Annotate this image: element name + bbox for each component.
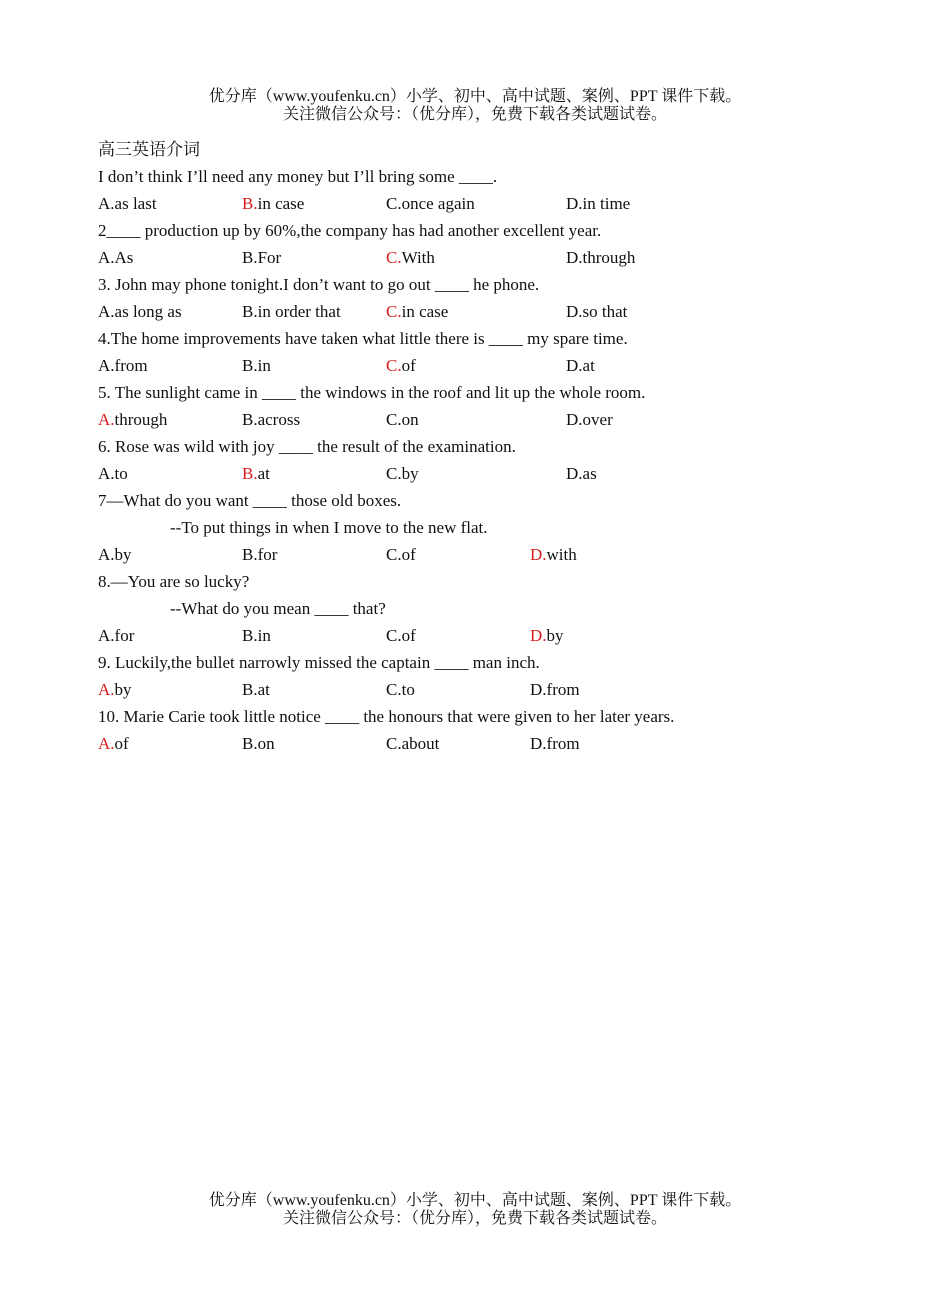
option-b: B.for	[242, 545, 278, 564]
option-d: D.at	[566, 356, 595, 375]
question-3-options	[98, 298, 858, 325]
option-d: D.so that	[566, 302, 628, 321]
option-d: D.in time	[566, 194, 631, 213]
option-c: C.of	[386, 626, 416, 645]
option-a: A.of	[98, 734, 129, 753]
option-b: B.across	[242, 410, 301, 429]
question-9-stem: 9. Luckily,the bullet narrowly missed the captain ____ man inch.	[98, 653, 540, 672]
question-10-stem: 10. Marie Carie took little notice ____ the honours that were given to her later years.	[98, 707, 675, 726]
question-8-options	[98, 622, 858, 649]
answer-marker: D.	[530, 626, 547, 645]
page-title: 高三英语介词	[98, 140, 200, 159]
question-4-options	[98, 352, 858, 379]
page-header	[0, 88, 950, 124]
option-a: A.as last	[98, 194, 157, 213]
option-d: D.by	[530, 626, 564, 645]
option-d: D.as	[566, 464, 597, 483]
option-a: A.by	[98, 545, 132, 564]
footer-line-2: 关注微信公众号：（优分库），免费下载各类试题试卷。	[282, 1210, 667, 1227]
question-10-options	[98, 730, 858, 757]
question-9-options	[98, 676, 858, 703]
question-7-reply: --To put things in when I move to the new flat.	[170, 518, 488, 537]
question-5-stem: 5. The sunlight came in ____ the windows in the roof and lit up the whole room.	[98, 383, 646, 402]
option-c: C.on	[386, 410, 419, 429]
question-6-stem: 6. Rose was wild with joy ____ the result of the examination.	[98, 437, 516, 456]
option-a: A.by	[98, 680, 132, 699]
option-a: A.to	[98, 464, 128, 483]
option-c: C.With	[386, 248, 435, 267]
option-a: A.As	[98, 248, 134, 267]
question-7-stem: 7—What do you want ____ those old boxes.	[98, 491, 402, 510]
option-b: B.in order that	[242, 302, 341, 321]
answer-marker: B.	[242, 194, 258, 213]
footer-line-1: 优分库（www.youfenku.cn）小学、初中、高中试题、案例、PPT 课件下载。	[208, 1192, 742, 1209]
option-b: B.on	[242, 734, 275, 753]
answer-marker: B.	[242, 464, 258, 483]
option-d: D.from	[530, 680, 580, 699]
option-d: D.through	[566, 248, 636, 267]
question-1-stem: I don’t think I’ll need any money but I’ll bring some ____.	[98, 167, 498, 186]
option-b: B.For	[242, 248, 282, 267]
answer-marker: C.	[386, 248, 402, 267]
header-line-2: 关注微信公众号：（优分库），免费下载各类试题试卷。	[282, 106, 667, 123]
page-footer	[0, 1192, 950, 1228]
exercise-body	[98, 136, 858, 757]
answer-marker: D.	[530, 545, 547, 564]
option-a: A.as long as	[98, 302, 182, 321]
option-a: A.through	[98, 410, 168, 429]
option-d: D.from	[530, 734, 580, 753]
question-4-stem: 4.The home improvements have taken what little there is ____ my spare time.	[98, 329, 628, 348]
answer-marker: C.	[386, 302, 402, 321]
answer-marker: C.	[386, 356, 402, 375]
option-c: C.once again	[386, 194, 475, 213]
question-1-options	[98, 190, 858, 217]
header-line-1: 优分库（www.youfenku.cn）小学、初中、高中试题、案例、PPT 课件下载。	[208, 88, 742, 105]
option-b: B.at	[242, 680, 270, 699]
question-8-reply: --What do you mean ____ that?	[170, 599, 386, 618]
question-7-options	[98, 541, 858, 568]
option-d: D.with	[530, 545, 577, 564]
option-c: C.in case	[386, 302, 449, 321]
answer-marker: A.	[98, 680, 115, 699]
option-a: A.for	[98, 626, 135, 645]
option-c: C.of	[386, 356, 416, 375]
option-a: A.from	[98, 356, 148, 375]
answer-marker: A.	[98, 734, 115, 753]
option-b: B.at	[242, 464, 270, 483]
answer-marker: A.	[98, 410, 115, 429]
question-8-stem: 8.—You are so lucky?	[98, 572, 250, 591]
option-b: B.in case	[242, 194, 305, 213]
option-c: C.by	[386, 464, 419, 483]
option-d: D.over	[566, 410, 613, 429]
option-c: C.to	[386, 680, 415, 699]
option-c: C.of	[386, 545, 416, 564]
question-6-options	[98, 460, 858, 487]
option-b: B.in	[242, 626, 271, 645]
question-2-options	[98, 244, 858, 271]
option-b: B.in	[242, 356, 271, 375]
question-5-options	[98, 406, 858, 433]
option-c: C.about	[386, 734, 440, 753]
question-2-stem: 2____ production up by 60%,the company has had another excellent year.	[98, 221, 602, 240]
question-3-stem: 3. John may phone tonight.I don’t want to go out ____ he phone.	[98, 275, 540, 294]
